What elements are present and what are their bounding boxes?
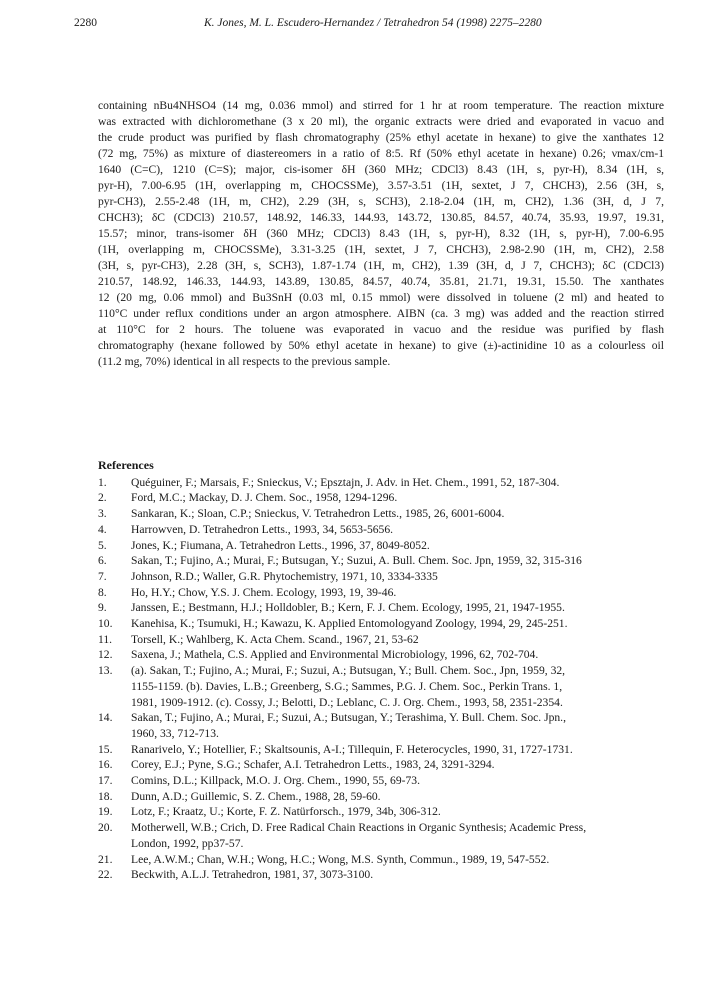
reference-line: Ranarivelo, Y.; Hotellier, F.; Skaltsounis, A-I.; Tillequin, F. Heterocycles, 1990, 31, 1727-1731. [131,742,573,756]
reference-list [98,475,658,883]
reference-number: 21. [98,852,113,866]
reference-number: 8. [98,585,107,599]
reference-line: Torsell, K.; Wahlberg, K. Acta Chem. Scand., 1967, 21, 53-62 [131,632,419,646]
reference-number: 20. [98,821,113,835]
body-line: pyr-H), 7.00-6.95 (1H, overlapping m, CHOCSSMe), 3.57-3.51 (1H, sextet, J 7, CHCH3), 2.56 (3H, s, [98,179,664,192]
reference-line: Lee, A.W.M.; Chan, W.H.; Wong, H.C.; Wong, M.S. Synth, Commun., 1989, 19, 547-552. [131,852,550,866]
reference-item [98,867,658,883]
reference-item [98,852,658,868]
reference-item [98,506,658,522]
reference-text [131,475,658,491]
body-line: (72 mg, 75%) as mixture of diastereomers in a ratio of 8:5. Rf (50% ethyl acetate in hexane) 0.26; νmax/cm-1 [98,147,664,160]
reference-number: 19. [98,805,113,819]
reference-text [131,742,658,758]
reference-number: 2. [98,491,107,505]
body-line: chromatography (hexane followed by 50% ethyl acetate in hexane) to give (±)-actinidine 10 as a colourless oil [98,339,664,352]
body-line: (11.2 mg, 70%) identical in all respects to the previous sample. [98,355,391,368]
body-line: 15.57; minor, trans-isomer δH (360 MHz; CDCl3) 8.43 (1H, s, pyr-H), 8.32 (1H, s, pyr-H), 7.00-6.95 [98,227,664,240]
reference-item [98,616,658,632]
reference-line: Dunn, A.D.; Guillemic, S. Z. Chem., 1988, 28, 59-60. [131,789,381,803]
reference-text [131,852,658,868]
reference-item [98,600,658,616]
reference-item [98,663,658,710]
reference-item [98,569,658,585]
reference-text [131,538,658,554]
reference-line: Quéguiner, F.; Marsais, F.; Snieckus, V.; Epsztajn, J. Adv. in Het. Chem., 1991, 52, 187-304. [131,475,560,489]
reference-line: Sakan, T.; Fujino, A.; Murai, F.; Butsugan, Y.; Suzui, A. Bull. Chem. Soc. Jpn, 1959, 32, 315-316 [131,554,582,568]
reference-text [131,789,658,805]
reference-text [131,553,658,569]
reference-line: 1960, 33, 712-713. [131,726,219,740]
reference-line: 1981, 1909-1912. (c). Cossy, J.; Belotti, D.; Leblanc, C. J. Org. Chem., 1993, 58, 2351-2354. [131,695,563,709]
references-heading: References [98,458,154,472]
body-line: was extracted with dichloromethane (3 x 20 ml), the organic extracts were dried and evaporated in vacuo and [98,115,664,128]
reference-text [131,647,658,663]
reference-line: Motherwell, W.B.; Crich, D. Free Radical Chain Reactions in Organic Synthesis; Academic Press, [131,821,587,835]
reference-item [98,647,658,663]
reference-item [98,773,658,789]
reference-text [131,616,658,632]
body-line: CHCH3); δC (CDCl3) 210.57, 148.92, 146.33, 144.93, 143.72, 130.85, 84.57, 40.74, 35.93, 19.97, 19.31, [98,211,664,224]
reference-number: 17. [98,774,113,788]
reference-number: 6. [98,554,107,568]
reference-line: Lotz, F.; Kraatz, U.; Korte, F. Z. Natürforsch., 1979, 34b, 306-312. [131,805,441,819]
reference-text [131,804,658,820]
body-line: 12 (20 mg, 0.06 mmol) and Bu3SnH (0.03 ml, 0.15 mmol) were dissolved in toluene (2 ml) and heated to [98,291,664,304]
reference-text [131,600,658,616]
reference-item [98,585,658,601]
reference-line: Ho, H.Y.; Chow, Y.S. J. Chem. Ecology, 1993, 19, 39-46. [131,585,397,599]
body-line: (1H, overlapping m, CHOCSSMe), 3.31-3.25 (1H, sextet, J 7, CHCH3), 2.98-2.90 (1H, m, CH2), 2.58 [98,243,664,256]
reference-item [98,710,658,741]
reference-text [131,757,658,773]
reference-number: 16. [98,758,113,772]
reference-text [131,820,658,851]
reference-text [131,663,658,710]
reference-item [98,757,658,773]
reference-line: Beckwith, A.L.J. Tetrahedron, 1981, 37, 3073-3100. [131,868,374,882]
reference-line: 1155-1159. (b). Davies, L.B.; Greenberg, S.G.; Sammes, P.G. J. Chem. Soc., Perkin Trans. 1, [131,679,563,693]
reference-line: Sakan, T.; Fujino, A.; Murai, F.; Suzui, A.; Butsugan, Y.; Terashima, Y. Bull. Chem. Soc. Jpn., [131,711,566,725]
reference-line: Ford, M.C.; Mackay, D. J. Chem. Soc., 1958, 1294-1296. [131,491,398,505]
experimental-paragraph [98,98,664,370]
reference-number: 7. [98,569,107,583]
body-line: containing nBu4NHSO4 (14 mg, 0.036 mmol) and stirred for 1 hr at room temperature. The reaction mixture [98,99,664,112]
reference-item [98,632,658,648]
reference-line: Jones, K.; Fiumana, A. Tetrahedron Letts., 1996, 37, 8049-8052. [131,538,430,552]
page-number: 2280 [74,17,97,29]
running-head: K. Jones, M. L. Escudero-Hernandez / Tetrahedron 54 (1998) 2275–2280 [204,17,542,29]
reference-line: Sankaran, K.; Sloan, C.P.; Snieckus, V. Tetrahedron Letts., 1985, 26, 6001-6004. [131,507,505,521]
reference-line: Corey, E.J.; Pyne, S.G.; Schafer, A.I. Tetrahedron Letts., 1983, 24, 3291-3294. [131,758,495,772]
body-line: the crude product was purified by flash chromatography (25% ethyl acetate in hexane) to give the xanthates 12 [98,131,664,144]
reference-item [98,522,658,538]
body-line: 110°C under reflux conditions under an argon atmosphere. AIBN (ca. 3 mg) was added and the reaction stirred [98,307,664,320]
reference-text [131,585,658,601]
reference-number: 4. [98,522,107,536]
body-line: pyr-CH3), 2.55-2.48 (1H, m, CH2), 2.29 (3H, s, SCH3), 2.18-2.04 (1H, m, CH2), 1.36 (3H, d, J 7, [98,195,664,208]
body-line: 1640 (C=C), 1210 (C=S); major, cis-isomer δH (360 MHz; CDCl3) 8.43 (1H, s, pyr-H), 8.34 (1H, s, [98,163,664,176]
reference-text [131,490,658,506]
reference-text [131,632,658,648]
reference-number: 3. [98,507,107,521]
reference-number: 11. [98,632,113,646]
reference-item [98,804,658,820]
body-line: (3H, s, pyr-CH3), 2.28 (3H, s, SCH3), 1.87-1.74 (1H, m, CH2), 1.39 (3H, d, J 7, CHCH3); δC (CDCl3) [98,259,664,272]
reference-item [98,538,658,554]
reference-line: Comins, D.L.; Killpack, M.O. J. Org. Chem., 1990, 55, 69-73. [131,774,420,788]
reference-item [98,789,658,805]
reference-text [131,506,658,522]
body-line: at 110°C for 2 hours. The toluene was evaporated in vacuo and the residue was purified by flash [98,323,664,336]
reference-number: 18. [98,789,113,803]
reference-text [131,710,658,741]
reference-item [98,742,658,758]
reference-item [98,820,658,851]
reference-line: Janssen, E.; Bestmann, H.J.; Holldobler, B.; Kern, F. J. Chem. Ecology, 1995, 21, 1947-1955. [131,601,565,615]
reference-item [98,490,658,506]
body-line: 210.57, 148.92, 146.33, 144.93, 143.89, 130.85, 84.57, 40.74, 35.81, 21.71, 19.31, 15.50. The xanthates [98,275,664,288]
reference-number: 12. [98,648,113,662]
reference-number: 1. [98,475,107,489]
reference-text [131,773,658,789]
reference-line: (a). Sakan, T.; Fujino, A.; Murai, F.; Suzui, A.; Butsugan, Y.; Bull. Chem. Soc., Jpn, 1959, 32, [131,664,566,678]
reference-number: 10. [98,617,113,631]
running-header [74,17,660,33]
reference-item [98,553,658,569]
reference-number: 13. [98,664,113,678]
references-section [98,458,658,883]
reference-line: Harrowven, D. Tetrahedron Letts., 1993, 34, 5653-5656. [131,522,394,536]
reference-number: 15. [98,742,113,756]
reference-line: Kanehisa, K.; Tsumuki, H.; Kawazu, K. Applied Entomologyand Zoology, 1994, 29, 245-251. [131,617,568,631]
reference-item [98,475,658,491]
reference-number: 22. [98,868,113,882]
reference-number: 14. [98,711,113,725]
reference-text [131,867,658,883]
reference-line: Johnson, R.D.; Waller, G.R. Phytochemistry, 1971, 10, 3334-3335 [131,569,438,583]
reference-number: 9. [98,601,107,615]
reference-text [131,569,658,585]
reference-text [131,522,658,538]
reference-number: 5. [98,538,107,552]
reference-line: Saxena, J.; Mathela, C.S. Applied and Environmental Microbiology, 1996, 62, 702-704. [131,648,539,662]
reference-line: London, 1992, pp37-57. [131,836,244,850]
